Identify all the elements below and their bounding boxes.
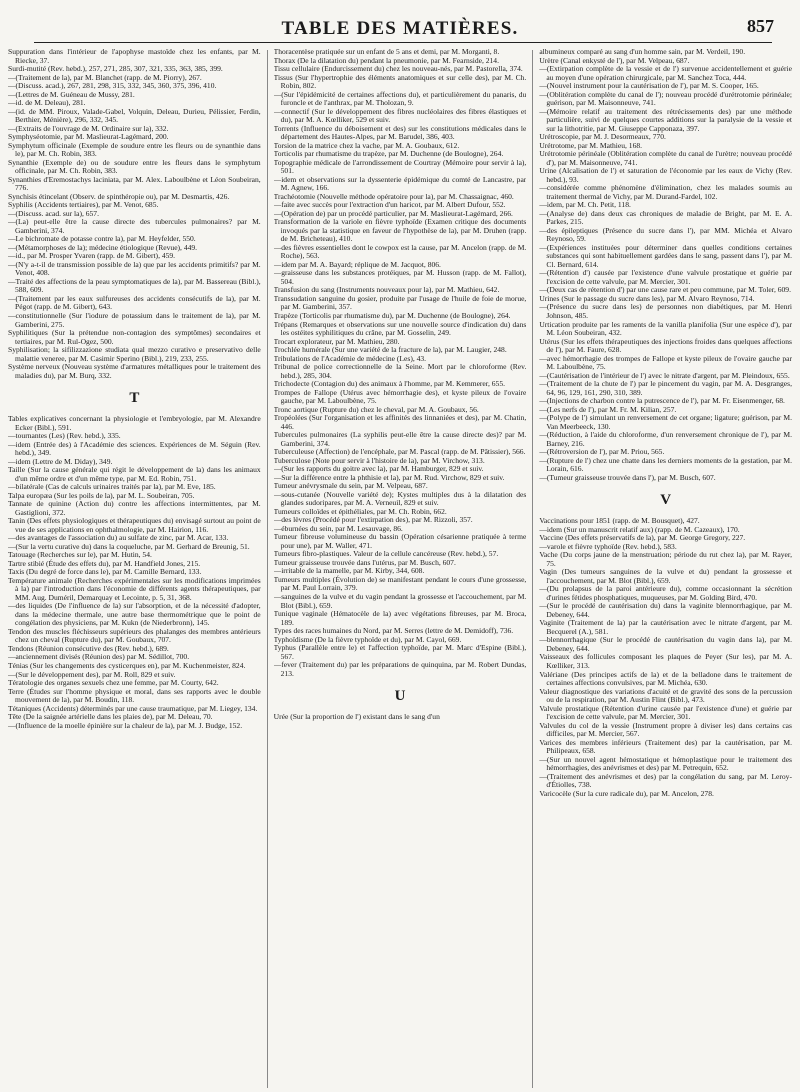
index-entry: —connectif (Sur le développement des fibres nucléolaires des fibres élastiques et du), par M. A. Kœlliker, 529 et suiv. xyxy=(273,106,527,125)
index-entry: Tunique vaginale (Hématocèle de la) avec végétations fibreuses, par M. Broca, 189. xyxy=(273,609,527,627)
index-entry: Tribulations de l'Académie de médecine (Les), 43. xyxy=(273,353,427,363)
index-entry: —(Influence de la moelle épinière sur la chaleur de la), par M. J. Budge, 152. xyxy=(8,720,243,730)
index-entry: Vaccinations pour 1851 (rapp. de M. Bousquet), 427. xyxy=(539,516,700,526)
page-header xyxy=(24,12,776,42)
index-entry: —(id. de MM. Piroux, Valade-Gabel, Volquin, Deleau, Durieu, Pélissier, Ferdin, Berthier, Ménière), 296, 332, 345. xyxy=(8,106,261,125)
index-entry: —avec hémorrhagie des trompes de Fallope et kyste pileux de l'ovaire gauche par M. Laboulbène, 75. xyxy=(539,353,792,372)
index-entry: —(Lettres de M. Guéneau de Mussy, 281. xyxy=(8,89,135,99)
section-letter: U xyxy=(394,688,406,705)
index-entry: —(Extirpation complète de la vessie et de l') survenue accidentellement et guérie au moyen d'une opération chirurgicale, par M. Sanchez Toca, 444. xyxy=(539,64,792,82)
index-entry: Tétaniques (Accidents) déterminés par une cause traumatique, par M. Liegey, 134. xyxy=(8,703,258,713)
index-entry: Synanthie (Exemple de) ou de soudure entre les fleurs dans le symphytum officinale, par M. Ch. Robin, 383. xyxy=(8,157,261,176)
index-entry: Vaisseaux des follicules composant les plaques de Peyer (Sur les), par M. A. Kœlliker, 313. xyxy=(539,652,792,670)
index-entry: —éburnées du sein, par M. Lesauvage, 86. xyxy=(273,523,403,533)
index-entry: —idem et observations sur la dyssenterie épidémique du comté de Lancastre, par M. Agnew, 166. xyxy=(273,174,527,193)
index-entry: Topographie médicale de l'arrondissement de Courtray (Mémoire pour servir à la), 501. xyxy=(273,157,527,176)
index-entry: —sanguines de la vulve et du vagin pendant la grossesse et l'accouchement, par M. Blot (Bibl.), 659. xyxy=(273,592,527,610)
index-entry: Tartre stibié (Étude des effets du), par M. Handfield Jones, 215. xyxy=(8,558,201,568)
index-entry: —(Cautérisation de l'intérieur de l') avec le nitrate d'argent, par M. Pleindoux, 655. xyxy=(539,370,790,380)
index-entry: Transsudation sanguine du gosier, produite par l'usage de l'huile de foie de morue, par M. Gamberini, 357. xyxy=(273,293,527,312)
index-entry: —Sur la différence entre la phthisie et la), par M. Rud. Virchow, 829 et suiv. xyxy=(273,472,505,482)
index-entry: Vagin (Des tumeurs sanguines de la vulve et du) pendant la grossesse et l'accouchement, par M. Blot (Bibl.), 659. xyxy=(539,567,792,585)
index-entry: Tératologie des organes sexuels chez une femme, par M. Courty, 642. xyxy=(8,678,219,688)
index-entry: Tendons (Réunion consécutive des (Rev. hebd.), 689. xyxy=(8,643,169,653)
index-entry: —Traité des affections de la peau symptomatiques de la), par M. Bassereau (Bibl.), 588, 609. xyxy=(8,276,261,295)
index-entry: —des avantages de l'association du) au sulfate de zinc, par M. Acar, 133. xyxy=(8,533,229,543)
index-entry: —(Sur les rapports du goitre avec la), par M. Hamburger, 829 et suiv. xyxy=(273,464,484,474)
index-entry: —considérée comme phénomène d'élimination, chez les malades soumis au traitement thermal de Vichy, par M. Durand-Fardel, 102. xyxy=(539,183,792,201)
index-entry: Tronc aortique (Rupture du) chez le cheval, par M. A. Goubaux, 56. xyxy=(273,404,479,414)
section-letter: T xyxy=(129,390,140,407)
index-entry: —(Nouvel instrument pour la cautérisation de l'), par M. S. Cooper, 165. xyxy=(539,81,759,91)
index-entry: —sous-cutanée (Nouvelle variété de); Kystes multiples dus à la dilatation des glandes sudoripares, par M. A. Verneuil, 829 et suiv. xyxy=(273,489,527,508)
index-entry: —bilatérale (Cas de calculs urinaires traités par la), par M. Eve, 185. xyxy=(8,482,216,492)
index-entry: Trachéotomie (Nouvelle méthode opératoire pour la), par M. Chassaignac, 460. xyxy=(273,191,514,201)
index-entry: Urètre (Canal enkysté de l'), par M. Velpeau, 687. xyxy=(539,55,690,65)
index-entry: —des fièvres essentielles dont le cowpox est la cause, par M. Ancelon (rapp. de M. Roche), 563. xyxy=(273,242,527,261)
index-entry: —constitutionnelle (Sur l'iodure de potassium dans le traitement de la), par M. Gamberini, 275. xyxy=(8,310,261,329)
index-entry: Urines (Sur le passage du sucre dans les), par M. Alvaro Reynoso, 714. xyxy=(539,293,755,303)
index-entry: Varicocèle (Sur la cure radicale du), par M. Ancelon, 278. xyxy=(539,788,714,798)
index-entry: Trocart explorateur, par M. Mathieu, 280. xyxy=(273,336,400,346)
index-entry: —graisseuse dans les substances protéiques, par M. Husson (rapp. de M. Fallot), 504. xyxy=(273,268,527,286)
index-entry: —idem (Sur un manuscrit relatif aux) (rapp. de M. Cazeaux), 170. xyxy=(539,524,740,534)
index-entry: —(Rétention d') causée par l'existence d'une valvule prostatique et guérie par l'excision de cette valvule, par M. Mercier, 301. xyxy=(539,268,792,286)
index-entry: —(Traitement par les eaux sulfureuses des accidents consécutifs de la), par M. Pégot (rapp. de M. Gibert), 643. xyxy=(8,293,261,312)
index-entry: —des lèvres (Procédé pour l'extirpation des), par M. Rizzoli, 357. xyxy=(273,515,473,525)
index-entry: Tête (De la saignée artérielle dans les plaies de), par M. Deleau, 70. xyxy=(8,712,213,722)
index-entry: —(La) peut-elle être la cause directe des tubercules pulmonaires? par M. Gamberini, 374. xyxy=(8,217,261,235)
index-entry: —varole et fièvre typhoïde (Rev. hebd.), 583. xyxy=(539,541,677,551)
index-entry: —(Sur le procédé de cautérisation du) dans la vaginite blennorrhagique, par M. Debeney, 644. xyxy=(539,601,792,619)
index-entry: Tumeur anévrysmale du sein, par M. Velpeau, 687. xyxy=(273,481,428,491)
index-entry: Transfusion du sang (Instruments nouveaux pour la), par M. Mathieu, 642. xyxy=(273,285,500,295)
column-divider xyxy=(267,50,268,1088)
index-column-middle xyxy=(274,48,527,1088)
index-entry: Urtication produite par les raments de la vanilla planifolia (Sur une espèce d'), par M. Léon Soubeiran, 432. xyxy=(539,319,792,338)
index-entry: Urétrotome, par M. Mathieu, 168. xyxy=(539,140,643,150)
index-entry: —idem, par M. Ch. Petit, 118. xyxy=(539,200,631,210)
index-entry: Terre (Études sur l'homme physique et moral, dans ses rapports avec le double mouvement de la), par M. Boudin, 118. xyxy=(8,686,261,705)
index-entry: Tribunal de police correctionnelle de la Seine. Mort par le chloroforme (Rev. hebd.), 285, 304. xyxy=(273,362,527,380)
index-entry: Transformation de la variole en fièvre typhoïde (Examen critique des documents invoqués par la statistique en faveur de l'hypothèse de la), par M. Druhen (rapp. de M. Bricheteau), 410. xyxy=(273,217,527,244)
page-number: 857 xyxy=(747,16,774,36)
index-entry: —idem par M. A. Bayard; réplique de M. Jacquot, 806. xyxy=(273,259,441,269)
index-entry: Tumeur fibreuse volumineuse du bassin (Opération césarienne pratiquée à terme pour une), par M. Waller, 471. xyxy=(273,532,527,550)
index-entry: Syphilitiques (Sur la prétendue non-contagion des symptômes) secondaires et tertiaires, par M. Rul-Ogez, 500. xyxy=(8,328,261,346)
index-entry: Tumeur graisseuse trouvée dans l'utérus, par M. Busch, 607. xyxy=(273,557,456,567)
index-entry: Urétroscopie, par M. J. Desormeaux, 770. xyxy=(539,132,666,142)
index-entry: Taille (Sur la cause générale qui régit le développement de la) dans les animaux d'un même ordre et d'un même type, par M. Ed. Robin, 751. xyxy=(8,465,261,483)
index-entry: Urine (Alcalisation de l') et saturation de l'économie par les eaux de Vichy (Rev. hebd.), 93. xyxy=(539,166,792,184)
index-entry: —id. de M. Deleau), 281. xyxy=(8,98,86,108)
index-entry: —des liquides (De l'influence de la) sur l'absorption, et de la nécessité d'adopter, dans la médecine thermale, une autre base thermométrique que le point de congélation des physiciens, par M. Kukn (de Niederbronn), 145. xyxy=(8,601,261,628)
index-entry: —(Discuss. acad.), 267, 281, 298, 315, 332, 345, 360, 375, 396, 410. xyxy=(8,81,217,91)
index-entry: —faite avec succès pour l'extraction d'un haricot, par M. Albert Dufour, 552. xyxy=(273,200,506,210)
index-entry: Trichodecte (Contagion du) des animaux à l'homme, par M. Kemmerer, 655. xyxy=(273,379,505,389)
index-entry: Torrents (Influence du déboisement et des) sur les constitutions médicales dans le département des Hautes-Alpes, par M. Barudel, 386, 403. xyxy=(273,123,527,142)
index-entry: Trochlée humérale (Sur une variété de la fracture de la), par M. Laugier, 248. xyxy=(273,345,507,355)
index-entry: —irritable de la mamelle, par M. Kirby, 344, 608. xyxy=(273,566,425,576)
index-entry: Tendon des muscles fléchisseurs supérieurs des phalanges des membres antérieurs chez un cheval (Rupture du), par M. Goubaux, 707. xyxy=(8,626,261,645)
index-entry: —(Injections de charbon contre la putrescence de l'), par M. Fr. Eisenmenger, 68. xyxy=(539,396,785,406)
index-entry: —(Analyse de) dans deux cas chroniques de maladie de Bright, par M. E. A. Parkes, 215. xyxy=(539,208,792,227)
index-entry: —(Traitement de la), par M. Blanchet (rapp. de M. Piorry), 267. xyxy=(8,72,202,82)
index-entry: —(Traitement de la chute de l') par le pincement du vagin, par M. A. Desgranges, 64, 96, 129, 161, 290, 310, 389. xyxy=(539,379,792,397)
index-entry: —(Expériences instituées pour déterminer dans quelles conditions certaines substances qui sont habituellement gardées dans le sang, passent dans l'), par M. Cl. Bernard, 614. xyxy=(539,242,792,269)
index-entry: Thoracentèse pratiquée sur un enfant de 5 ans et demi, par M. Morganti, 8. xyxy=(273,48,500,56)
index-entry: Syphilisation; la sifilizzazione studiata qual mezzo curativo e preservativo delle malattie veneree, par M. Casimir Sperino (Bibl.), 219, 233, 255. xyxy=(8,345,261,363)
index-entry: Typhoïdisme (De la fièvre typhoïde et du), par M. Cayol, 669. xyxy=(273,634,462,644)
index-entry: —Le bichromate de potasse contre la), par M. Heyfelder, 550. xyxy=(8,234,196,244)
section-letter: V xyxy=(660,492,672,509)
index-entry: —fever (Traitement du) par les préparations de quinquina, par M. Robert Dundas, 213. xyxy=(273,660,527,678)
index-entry: Varices des membres inférieurs (Traitement des) par la cautérisation, par M. Philipeaux, 658. xyxy=(539,737,792,756)
index-entry: —(Tumeur graisseuse trouvée dans l'), par M. Busch, 607. xyxy=(539,472,716,482)
index-entry: Ténias (Sur les changements des cysticerques en), par M. Kuchenmeister, 824. xyxy=(8,661,246,670)
index-entry: Talpa europæa (Sur les poils de la), par M. L. Soubeiran, 705. xyxy=(8,490,195,500)
index-entry: —(Réduction, à l'aide du chloroforme, d'un renversement chronique de l'), par M. Barney, 216. xyxy=(539,430,792,448)
index-entry: Tumeurs colloïdes et épithéliales, par M. Ch. Robin, 662. xyxy=(273,506,447,516)
index-entry: Tannate de quinine (Action du) contre les affections intermittentes, par M. Gastiglioni, 372. xyxy=(8,499,261,517)
index-entry: Symphyséotomie, par M. Maslieurat-Lagémard, 200. xyxy=(8,132,169,142)
index-entry: —(Deux cas de rétention d') par une cause rare et peu commune, par M. Toler, 609. xyxy=(539,285,791,295)
index-entry: —(Opération de) par un procédé particulier, par M. Maslieurat-Lagémard, 266. xyxy=(273,208,513,218)
column-divider xyxy=(532,50,533,1088)
index-entry: Tanin (Des effets physiologiques et thérapeutiques du) envisagé surtout au point de vue de ses applications en ophthalmologie, par M. Hairion, 116. xyxy=(8,516,261,534)
index-entry: Tropéolées (Sur l'organisation et les affinités des linnaniées et des), par M. Chatin, 446. xyxy=(273,413,527,431)
index-entry: —(Sur la vertu curative du) dans la coqueluche, par M. Gerhard de Breunig, 51. xyxy=(8,541,250,551)
index-entry: —(Métamorphoses de la); médecine étiologique (Revue), 449. xyxy=(8,242,198,252)
index-entry: Vaginite (Traitement de la) par la cautérisation avec le nitrate d'argent, par M. Becquerel (A.), 581. xyxy=(539,618,792,636)
index-entry: Tuberculeuse (Affection) de l'encéphale, par M. Pascal (rapp. de M. Pâtissier), 566. xyxy=(273,447,526,457)
index-entry: Tissu cellulaire (Endurcissement du) chez les nouveau-nés, par M. Pastorella, 374. xyxy=(273,64,523,74)
index-entry: —(Discuss. acad. sur la), 657. xyxy=(8,208,99,218)
index-entry: Trépans (Remarques et observations sur une nouvelle source d'indication du) dans les ostéites syphilitiques du crâne, par M. Gosselin, 249. xyxy=(273,319,527,338)
index-entry: Valeur diagnostique des variations d'acuité et de gravité des sons de la percussion ou de la respiration, par M. Austin Flint (Bibl.), 473. xyxy=(539,686,792,705)
index-columns xyxy=(8,48,792,1088)
index-entry: Tatouage (Recherches sur le), par M. Hutin, 54. xyxy=(8,550,152,560)
index-entry: —(Les nerfs de l'), par M. Fr. M. Kilian, 257. xyxy=(539,404,677,414)
index-column-right xyxy=(539,48,792,1088)
index-entry: —(Rupture de l') chez une chatte dans les derniers moments de la gestation, par M. Lorain, 616. xyxy=(539,455,792,474)
index-entry: Synchisis étincelant (Observ. de spinthéropie ou), par M. Desmartis, 426. xyxy=(8,191,230,201)
index-entry: Température animale (Recherches expérimentales sur les modifications imprimées à la) par l'introduction dans l'économie de différents agents thérapeutiques, par MM. Aug. Duméril, Demarquay et Lecointe, p. 5, 31, 368. xyxy=(8,575,261,602)
index-entry: —tournantes (Les) (Rev. hebd.), 335. xyxy=(8,431,121,441)
index-entry: —id., par M. Prosper Yvaren (rapp. de M. Gibert), 459. xyxy=(8,251,176,261)
index-entry: —(N'y a-t-il de transmission possible de la) que par les accidents primitifs? par M. Venot, 408. xyxy=(8,259,261,278)
index-entry: —idem (Lettre de M. Diday), 349. xyxy=(8,456,113,466)
index-entry: albumineux comparé au sang d'un homme sain, par M. Verdeil, 190. xyxy=(539,48,746,56)
index-entry: —(Sur le développement des), par M. Roll, 829 et suiv. xyxy=(8,669,176,679)
index-entry: Types des races humaines du Nord, par M. Serres (lettre de M. Demidoff), 736. xyxy=(273,626,514,636)
index-entry: Tuberculose (Note pour servir à l'histoire de la), par M. Virchow, 313. xyxy=(273,455,485,465)
index-entry: Syphilis (Accidents tertiaires), par M. Venot, 685. xyxy=(8,200,159,210)
index-column-left xyxy=(8,48,261,1088)
page-title: TABLE DES MATIÈRES. xyxy=(281,18,519,39)
index-entry: Suppuration dans l'intérieur de l'apophyse mastoïde chez les enfants, par M. Riecke, 37. xyxy=(8,48,261,65)
index-entry: —(Traitement des anévrismes et des) par la congélation du sang, par M. Leroy-d'Étiolles, 738. xyxy=(539,771,792,790)
index-entry: —(Sur un nouvel agent hémostatique et hémoplastique pour le traitement des hémorrhagies, des anévrismes et des) par M. Petrequin, 652. xyxy=(539,754,792,773)
index-entry: —idem (Entrée des) à l'Académie des sciences. Expériences de M. Séguin (Rev. hebd.), 349. xyxy=(8,439,261,458)
index-entry: Valvule prostatique (Rétention d'urine causée par l'existence d'une) et guérie par l'excision de cette valvule, par M. Mercier, 301. xyxy=(539,703,792,722)
index-entry: —(Extraits de l'ouvrage de M. Ordinaire sur la), 332. xyxy=(8,123,169,133)
index-entry: Typhus (Parallèle entre le) et l'affection typhoïde, par M. Marc d'Espine (Bibl.), 567. xyxy=(273,643,527,661)
index-entry: Tumeurs fibro-plastiques. Valeur de la cellule cancéreuse (Rev. hebd.), 57. xyxy=(273,549,499,559)
index-entry: —(Présence du sucre dans les) de personnes non diabétiques, par M. Henri Johnson, 485. xyxy=(539,302,792,320)
header-rule xyxy=(34,42,772,43)
index-entry: Valériane (Des principes actifs de la) et de la belladone dans le traitement de certaines affections convulsives, par M. Michéa, 630. xyxy=(539,669,792,688)
index-entry: —(Oblitération complète du canal de l'); nouveau procédé d'urétrotomie périnéale; guérison, par M. Maisonneuve, 741. xyxy=(539,89,792,108)
index-entry: Tumeurs multiples (Évolution de) se manifestant pendant le cours d'une grossesse, par M. Paul Lorrain, 379. xyxy=(273,574,527,593)
index-entry: Trapèze (Torticolis par rhumatisme du), par M. Duchenne (de Boulogne), 264. xyxy=(273,310,511,320)
index-entry: Tables explicatives concernant la physiologie et l'embryologie, par M. Alexandre Ecker (Bibl.), 591. xyxy=(8,414,261,432)
index-entry: Tissus (Sur l'hypertrophie des éléments anatomiques et sur celle des), par M. Ch. Robin, 802. xyxy=(273,72,527,91)
index-entry: —(Mémoire relatif au traitement des rétrécissements des) par une méthode particulière, suivi de quelques courtes additions sur la paralysie de la vessie et sur la lithotritie, par M. Giuseppe Capponaza, 397. xyxy=(539,106,792,133)
index-entry: Synanthies d'Eremostachys laciniata, par M. Alex. Laboulbène et Léon Soubeiran, 776. xyxy=(8,174,261,193)
index-entry: Torsion de la matrice chez la vache, par M. A. Goubaux, 612. xyxy=(273,140,460,150)
index-entry: —anciennement divisés (Réunion des) par M. Sédillot, 700. xyxy=(8,652,190,662)
index-entry: Valvules du col de la vessie (Instrument propre à diviser les) dans certains cas difficiles, par M. Mercier, 567. xyxy=(539,720,792,739)
index-entry: —blennorrhagique (Sur le procédé de cautérisation du vagin dans la), par M. Debeney, 644. xyxy=(539,635,792,653)
index-entry: Utérus (Sur les effets thérapeutiques des injections froides dans quelques affections de l'), par M. Faure, 628. xyxy=(539,336,792,355)
index-entry: —des épileptiques (Présence du sucre dans l'), par MM. Michéa et Alvaro Reynoso, 59. xyxy=(539,225,792,244)
index-entry: Torticolis par rhumatisme du trapèze, par M. Duchenne (de Boulogne), 264. xyxy=(273,149,504,159)
index-entry: Taxis (Du degré de force dans le), par M. Camille Bernard, 133. xyxy=(8,567,202,577)
index-entry: Vaccine (Des effets préservatifs de la), par M. George Gregory, 227. xyxy=(539,533,746,543)
index-entry: Trompes de Fallope (Utérus avec hémorrhagie des), et kyste pileux de l'ovaire gauche, par M. Laboulbène, 75. xyxy=(273,387,527,406)
index-entry: —(Rétroversion de l'), par M. Priou, 565. xyxy=(539,447,665,457)
index-entry: Système nerveux (Nouveau système d'armatures métalliques pour le traitement des maladies du), par M. Burq, 332. xyxy=(8,362,261,380)
index-entry: —(Du prolapsus de la paroi antérieure du), comme occasionnant la sécrétion d'urines fétides phosphatiques, muqueuses, par M. Golding Bird, 470. xyxy=(539,584,792,602)
index-entry: Surdi-mutité (Rev. hebd.), 257, 271, 285, 307, 321, 335, 363, 385, 399. xyxy=(8,64,223,74)
index-entry: Tubercules pulmonaires (La syphilis peut-elle être la cause directe des)? par M. Gamberini, 374. xyxy=(273,430,527,448)
index-entry: Symphytum officinale (Exemple de soudure entre les fleurs ou de synanthie dans le), par M. Ch. Robin, 383. xyxy=(8,140,261,159)
index-entry: Thorax (De la dilatation du) pendant la pneumonie, par M. Fearnside, 214. xyxy=(273,55,499,65)
index-entry: Urée (Sur la proportion de l') existant dans le sang d'un xyxy=(273,712,440,722)
index-entry: —(Polype de l') simulant un renversement de cet organe; ligature; guérison, par M. Van Meerbeeck, 130. xyxy=(539,413,792,431)
index-entry: —(Sur l'épidémicité de certaines affections du), et particulièrement du panaris, du furoncle et de l'anthrax, par M. Tholozan, 9. xyxy=(273,89,527,108)
index-entry: Urétrotomie périnéale (Oblitération complète du canal de l'urètre; nouveau procédé d'), par M. Maisonneuve, 741. xyxy=(539,149,792,167)
index-entry: Vache (Du corps jaune de la menstruation; période du rut chez la), par M. Rayer, 75. xyxy=(539,550,792,568)
